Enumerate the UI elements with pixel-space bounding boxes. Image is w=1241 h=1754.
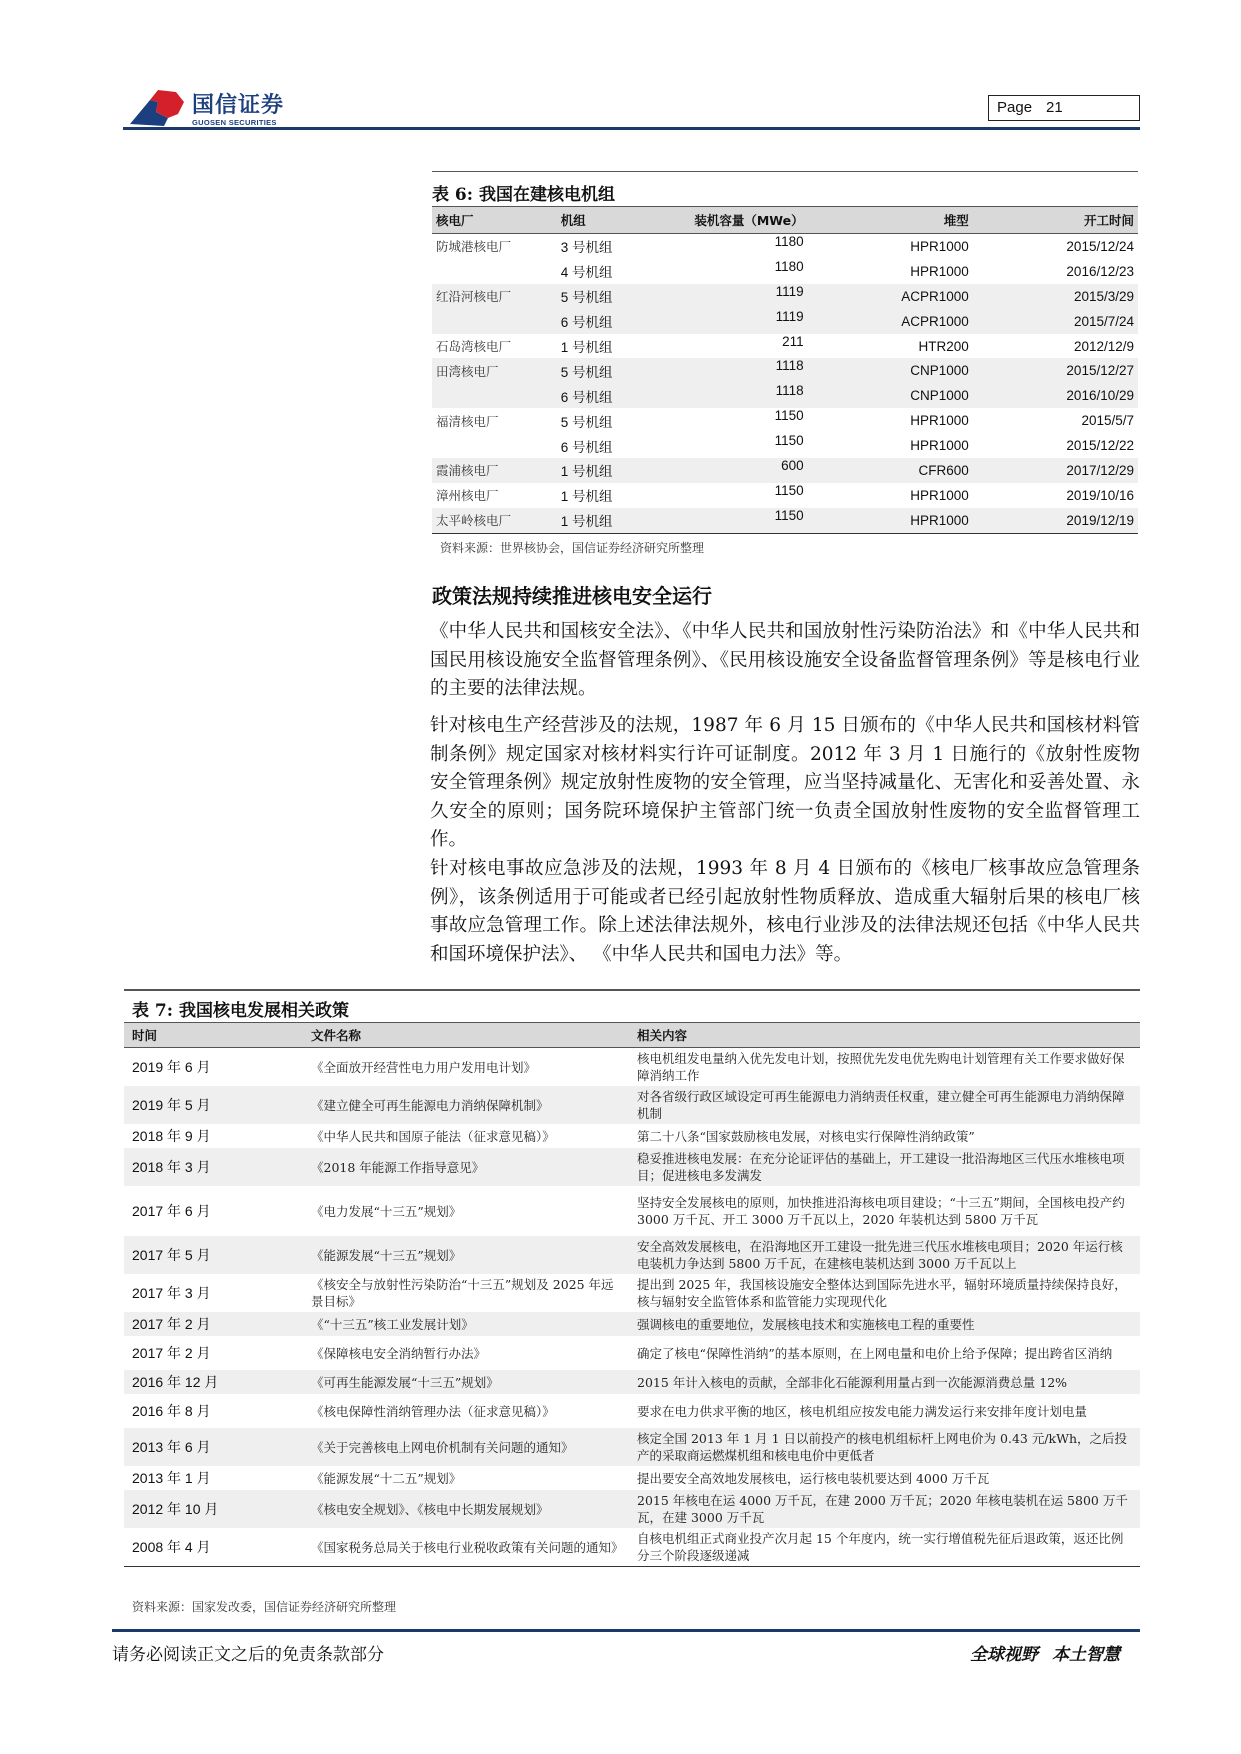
table7-cell-doc: 《保障核电安全消纳暂行办法》: [311, 1345, 487, 1361]
table7-cell-date: 2018 年 9 月: [132, 1127, 211, 1144]
table6-container: [432, 206, 1138, 534]
table7-row: [124, 1394, 1140, 1428]
table7-cell-content: 确定了核电“保障性消纳”的基本原则，在上网电量和电价上给予保障；提出跨省区消纳: [637, 1345, 1113, 1361]
table7-top-rule: [124, 989, 1140, 991]
table7-row: [124, 1312, 1140, 1336]
table6-row: [432, 284, 1138, 309]
table6-cell-unit: 1 号机组: [560, 340, 613, 355]
table6-title: 表 6: 我国在建核电机组: [432, 185, 615, 205]
table6-cell-start: 2012/12/9: [1073, 338, 1134, 354]
table6-row: [432, 234, 1138, 259]
table6-cell-capacity: 1180: [774, 234, 804, 249]
table7-cell-content: 提出到 2025 年，我国核设施安全整体达到国际先进水平，辐射环境质量持续保持良好，核与辐射安全监管体系和监管能力实现现代化: [637, 1277, 1127, 1309]
table6-col-plant: 核电厂: [432, 207, 557, 234]
table7-title: 表 7: 我国核电发展相关政策: [132, 1001, 349, 1021]
table6-row: [432, 458, 1138, 483]
table7-cell-date: 2017 年 3 月: [132, 1284, 211, 1301]
table7: [124, 1022, 1140, 1567]
table7-cell-date: 2019 年 6 月: [132, 1058, 211, 1075]
table6-row: [432, 508, 1138, 533]
table6-cell-unit: 5 号机组: [557, 358, 662, 383]
table7-cell-content: 坚持安全发展核电的原则，加快推进沿海核电项目建设；“十三五”期间，全国核电投产约 3000 万千瓦、开工 3000 万千瓦以上，2020 年装机达到 5800 万千瓦: [637, 1195, 1125, 1227]
table6-cell-reactor: HTR200: [918, 338, 969, 354]
table7-cell-date: 2017 年 2 月: [124, 1312, 303, 1336]
table6-cell-start: 2015/12/27: [973, 358, 1138, 383]
table7-row: [124, 1086, 1140, 1124]
table6-cell-reactor: ACPR1000: [808, 309, 973, 334]
table6-cell-reactor: HPR1000: [910, 413, 969, 429]
table7-container: [124, 1022, 1140, 1567]
table6-col-capacity: 装机容量（MWe）: [662, 207, 808, 234]
table6-cell-capacity: 1150: [774, 433, 804, 449]
table6-cell-plant: [432, 433, 557, 458]
table6-cell-unit: 6 号机组: [557, 309, 662, 334]
table6-cell-capacity: 1118: [662, 383, 808, 408]
table6-cell-reactor: CNP1000: [808, 383, 973, 408]
logo-text-cn: 国信证券: [192, 93, 285, 118]
table6-cell-reactor: CNP1000: [808, 358, 973, 383]
table6-cell-unit: 6 号机组: [560, 439, 613, 455]
table6-row: [432, 334, 1138, 359]
table7-row: [124, 1466, 1140, 1490]
table6-cell-plant: [432, 383, 557, 408]
page-indicator: [988, 95, 1140, 121]
table7-cell-date: 2017 年 6 月: [132, 1202, 211, 1219]
footer-divider: [112, 1629, 1140, 1632]
table7-cell-doc: 《全面放开经营性电力用户发用电计划》: [311, 1059, 537, 1075]
footer-slogan-1: 全球视野: [970, 1645, 1038, 1665]
table7-cell-date: 2013 年 6 月: [124, 1428, 303, 1466]
page-number: 21: [1046, 99, 1063, 116]
table6-cell-capacity: 1119: [662, 284, 808, 309]
table6-col-start: 开工时间: [973, 207, 1138, 234]
table6-cell-plant: 防城港核电厂: [436, 239, 512, 255]
table6-cell-capacity: 1118: [662, 358, 808, 383]
table6-cell-plant: 霞浦核电厂: [432, 458, 557, 483]
table7-cell-content: 2015 年核电在运 4000 万千瓦，在建 2000 万千瓦；2020 年核电装机在运 5800 万千瓦，在建 3000 万千瓦: [629, 1490, 1140, 1528]
table7-cell-date: 2012 年 10 月: [124, 1490, 303, 1528]
table7-row: [124, 1274, 1140, 1312]
table7-cell-doc: 《建立健全可再生能源电力消纳保障机制》: [303, 1086, 629, 1124]
table7-row: [124, 1236, 1140, 1274]
table7-row: [124, 1048, 1140, 1087]
logo-mark-icon: [128, 88, 186, 128]
table7-cell-doc: 《核电安全规划》、《核电中长期发展规划》: [303, 1490, 629, 1528]
table7-cell-content: 核定全国 2013 年 1 月 1 日以前投产的核电机组标杆上网电价为 0.43 元/kWh，之后投产的采取商运燃煤机组和核电电价中更低者: [629, 1428, 1140, 1466]
table6-row: [432, 358, 1138, 383]
table7-cell-doc: 《2018 年能源工作指导意见》: [303, 1148, 629, 1186]
table7-col-content: 相关内容: [629, 1023, 1140, 1048]
table6-row: [432, 259, 1138, 284]
table7-cell-content: 自核电机组正式商业投产次月起 15 个年度内，统一实行增值税先征后退政策，返还比例分三个阶段逐级递减: [629, 1528, 1140, 1567]
table6-cell-capacity: 1180: [774, 258, 804, 274]
table6-row: [432, 309, 1138, 334]
table6-cell-capacity: 211: [782, 333, 804, 349]
paragraph: 《中华人民共和国核安全法》、《中华人民共和国放射性污染防治法》和《中华人民共和国民用核设施安全监督管理条例》、《民用核设施安全设备监督管理条例》等是核电行业的主要的法律法规。: [430, 621, 1140, 699]
table6-cell-unit: 6 号机组: [557, 383, 662, 408]
table7-cell-content: 安全高效发展核电，在沿海地区开工建设一批先进三代压水堆核电项目；2020 年运行核电装机力争达到 5800 万千瓦，在建核电装机达到 3000 万千瓦以上: [629, 1236, 1140, 1274]
table6-cell-reactor: HPR1000: [808, 508, 973, 533]
table7-cell-date: 2017 年 5 月: [124, 1236, 303, 1274]
table7-row: [124, 1124, 1140, 1148]
footer-slogan: [970, 1640, 1120, 1665]
table6-row: [432, 483, 1138, 508]
table7-cell-doc: 《可再生能源发展“十三五”规划》: [303, 1370, 629, 1394]
table6-cell-unit: 1 号机组: [557, 458, 662, 483]
table7-cell-doc: 《能源发展“十二五”规划》: [311, 1470, 462, 1486]
footer-disclaimer: 请务必阅读正文之后的免责条款部分: [112, 1645, 384, 1665]
table6-cell-plant: 漳州核电厂: [436, 488, 499, 504]
table6-source: 资料来源：世界核协会，国信证券经济研究所整理: [440, 541, 705, 555]
table6-cell-start: 2016/10/29: [973, 383, 1138, 408]
table6-cell-capacity: 1150: [662, 508, 808, 533]
table7-cell-date: 2016 年 8 月: [132, 1402, 211, 1419]
table7-cell-date: 2019 年 5 月: [124, 1086, 303, 1124]
table6-cell-start: 2015/7/24: [973, 309, 1138, 334]
table7-cell-content: 提出要安全高效地发展核电，运行核电装机要达到 4000 万千瓦: [637, 1470, 990, 1486]
section-heading: 政策法规持续推进核电安全运行: [432, 584, 712, 608]
table6-cell-unit: 1 号机组: [557, 508, 662, 533]
table7-cell-content: 对各省级行政区域设定可再生能源电力消纳责任权重，建立健全可再生能源电力消纳保障机制: [629, 1086, 1140, 1124]
table6-col-reactor: 堆型: [808, 207, 973, 234]
table6-row: [432, 383, 1138, 408]
logo-text-en: GUOSEN SECURITIES: [192, 118, 277, 127]
table7-cell-content: 核电机组发电量纳入优先发电计划，按照优先发电优先购电计划管理有关工作要求做好保障消纳工作: [637, 1051, 1125, 1083]
table7-cell-doc: 《核安全与放射性污染防治“十三五”规划及 2025 年远景目标》: [311, 1277, 614, 1309]
company-logo: [128, 88, 308, 130]
table6-cell-reactor: CFR600: [808, 458, 973, 483]
table6-cell-capacity: 600: [662, 458, 808, 483]
table6-cell-capacity: 1150: [774, 482, 804, 498]
table6-row: [432, 433, 1138, 458]
table6-header-row: [432, 207, 1138, 234]
table6-cell-start: 2019/10/16: [1066, 487, 1134, 503]
table6-cell-capacity: 1119: [662, 309, 808, 334]
paragraph: 针对核电生产经营涉及的法规，1987 年 6 月 15 日颁布的《中华人民共和国核材料管制条例》规定国家对核材料实行许可证制度。2012 年 3 月 1 日施行的《放射性废物安全管理条例》规定放射性废物的安全管理，应当坚持减量化、无害化和妥善处置、永久安全的原则；国务院环境保护主管部门统一负责全国放射性废物的安全监督管理工作。: [430, 715, 1140, 850]
table6-cell-plant: 红沿河核电厂: [432, 284, 557, 309]
table7-source: 资料来源：国家发改委，国信证券经济研究所整理: [132, 1600, 397, 1614]
table6-cell-plant: 田湾核电厂: [432, 358, 557, 383]
table6-cell-unit: 5 号机组: [560, 414, 613, 430]
table7-cell-doc: 《国家税务总局关于核电行业税收政策有关问题的通知》: [303, 1528, 629, 1567]
table6-cell-start: 2015/12/24: [1066, 238, 1134, 254]
table6-cell-unit: 1 号机组: [560, 489, 613, 505]
table7-cell-content: 强调核电的重要地位，发展核电技术和实施核电工程的重要性: [629, 1312, 1140, 1336]
table7-cell-doc: 《能源发展“十三五”规划》: [303, 1236, 629, 1274]
table7-row: [124, 1148, 1140, 1186]
table6-cell-plant: [432, 259, 557, 284]
table6: [432, 206, 1138, 534]
footer-slogan-2: 本土智慧: [1052, 1645, 1120, 1665]
table7-cell-date: 2016 年 12 月: [124, 1370, 303, 1394]
table6-cell-start: 2015/3/29: [973, 284, 1138, 309]
table6-cell-reactor: HPR1000: [910, 263, 969, 279]
table7-header-row: [124, 1023, 1140, 1048]
table7-row: [124, 1186, 1140, 1236]
table6-col-unit: 机组: [557, 207, 662, 234]
table7-col-doc: 文件名称: [303, 1023, 629, 1048]
header-divider: [123, 127, 1140, 130]
table7-cell-content: 要求在电力供求平衡的地区，核电机组应按发电能力满发运行来安排年度计划电量: [637, 1403, 1088, 1419]
table7-row: [124, 1370, 1140, 1394]
table7-cell-doc: 《电力发展“十三五”规划》: [311, 1203, 462, 1219]
table6-cell-start: 2019/12/19: [973, 508, 1138, 533]
table6-cell-start: 2016/12/23: [1066, 263, 1134, 279]
table7-col-date: 时间: [124, 1023, 303, 1048]
table7-cell-date: 2018 年 3 月: [124, 1148, 303, 1186]
table7-cell-date: 2017 年 2 月: [132, 1344, 211, 1361]
table6-cell-capacity: 1150: [774, 408, 804, 424]
table7-row: [124, 1336, 1140, 1370]
table7-row: [124, 1528, 1140, 1567]
table7-cell-content: 第二十八条“国家鼓励核电发展，对核电实行保障性消纳政策”: [637, 1128, 975, 1144]
table7-cell-doc: 《核电保障性消纳管理办法（征求意见稿）》: [311, 1403, 555, 1419]
table7-cell-doc: 《中华人民共和国原子能法（征求意见稿）》: [311, 1128, 555, 1144]
table7-cell-doc: 《“十三五”核工业发展计划》: [303, 1312, 629, 1336]
table7-cell-doc: 《关于完善核电上网电价机制有关问题的通知》: [303, 1428, 629, 1466]
page-label: Page: [997, 99, 1033, 116]
table6-cell-reactor: ACPR1000: [808, 284, 973, 309]
table7-cell-content: 2015 年计入核电的贡献，全部非化石能源利用量占到一次能源消费总量 12%: [629, 1370, 1140, 1394]
table6-cell-plant: 石岛湾核电厂: [436, 339, 512, 354]
table6-cell-reactor: HPR1000: [910, 238, 969, 254]
table6-cell-plant: [432, 309, 557, 334]
paragraph: 针对核电事故应急涉及的法规，1993 年 8 月 4 日颁布的《核电厂核事故应急管理条例》，该条例适用于可能或者已经引起放射性物质释放、造成重大辐射后果的核电厂核事故应急管理工作。除上述法律法规外，核电行业涉及的法律法规还包括《中华人民共和国环境保护法》、 《中华人民共和国电力法》等。: [430, 858, 1140, 965]
table6-cell-unit: 5 号机组: [557, 284, 662, 309]
table6-row: [432, 408, 1138, 433]
table6-cell-plant: 太平岭核电厂: [432, 508, 557, 533]
table7-row: [124, 1490, 1140, 1528]
table6-cell-plant: 福清核电厂: [436, 413, 499, 429]
table6-top-rule: [432, 171, 1138, 172]
table6-cell-reactor: HPR1000: [910, 438, 969, 454]
table6-cell-start: 2015/5/7: [1081, 413, 1134, 429]
table6-cell-unit: 3 号机组: [560, 240, 613, 256]
table6-cell-start: 2015/12/22: [1066, 438, 1134, 454]
table6-cell-start: 2017/12/29: [973, 458, 1138, 483]
table6-cell-unit: 4 号机组: [560, 265, 613, 281]
table6-cell-reactor: HPR1000: [910, 487, 969, 503]
table7-cell-date: 2013 年 1 月: [132, 1469, 211, 1486]
table7-cell-content: 稳妥推进核电发展：在充分论证评估的基础上，开工建设一批沿海地区三代压水堆核电项目；促进核电多发满发: [629, 1148, 1140, 1186]
table7-row: [124, 1428, 1140, 1466]
table7-cell-date: 2008 年 4 月: [124, 1528, 303, 1567]
